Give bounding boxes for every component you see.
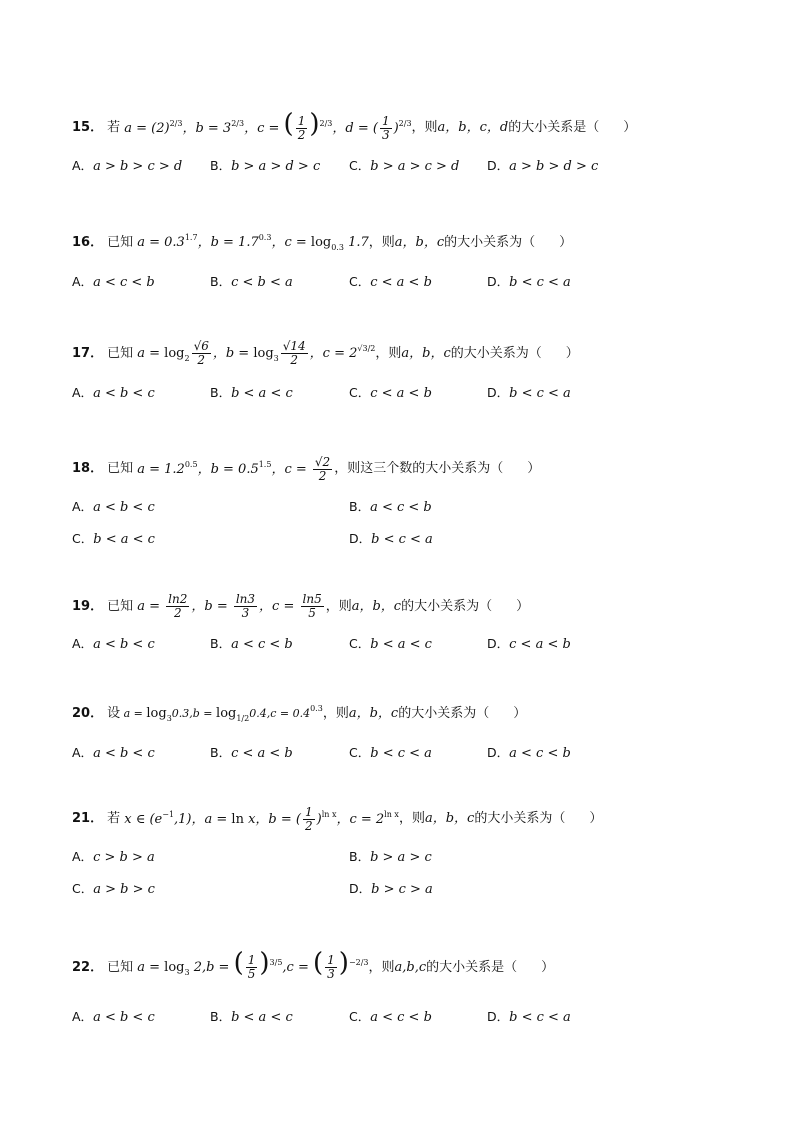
question-21 (72, 805, 732, 899)
question-19 (72, 593, 732, 654)
formula: x ∈ $(e^{-1},1)$，a = ln x，b = ( $\frac{1}{2}$ )$^{ln x}$，$c = 2^{ln x}$ (120, 805, 399, 833)
option-c[interactable]: C．b > a > c > d (349, 158, 460, 174)
options-row (72, 529, 732, 549)
options-row (72, 634, 732, 654)
option-b[interactable]: B．a < c < b (210, 636, 293, 652)
question-stem: 16． 已知 $a = 0.3^{1.7}$，$b = 1.7^{0.3}$，$c = \log_{0.3} 1.7$ ，则 a，b，c 的大小关系为（ ） (72, 228, 732, 258)
option-d[interactable]: D．b > c > a (349, 881, 433, 897)
option-c[interactable]: C．c < a < b (349, 274, 432, 290)
option-b[interactable]: B．b > a > c (349, 849, 432, 865)
options-row (72, 743, 732, 763)
option-c[interactable]: C．b < a < c (72, 531, 155, 547)
option-d[interactable]: D．a > b > d > c (487, 158, 599, 174)
question-stem: 18． 已知 $a = 1.2^{0.5}$，$b = 0.5^{1.5}$，c = $\frac{√2}{2}$ ，则这三个数的大小关系为（ ） (72, 455, 541, 483)
option-a[interactable]: A．a < b < c (72, 636, 155, 652)
option-a[interactable]: A．a < b < c (72, 1009, 155, 1025)
question-number: 20． (72, 706, 104, 721)
question-number: 22． (72, 960, 104, 975)
question-number: 17． (72, 346, 104, 361)
question-20 (72, 699, 732, 763)
option-d[interactable]: D．a < c < b (487, 745, 571, 761)
option-b[interactable]: B．c < b < a (210, 274, 293, 290)
question-number: 21． (72, 811, 104, 826)
question-stem: 17． 已知 $a = \log_2$ $\frac{√6}{2}$ ，$b = \log_3$ $\frac{√14}{2}$ ，$c = 2^{√3/2}$ ，则 a，b，c 的大小关系为（ ） (72, 339, 579, 367)
options-row (72, 1007, 732, 1027)
formula: a = $\frac{\ln 2}{2}$ ，b = $\frac{\ln 3}{3}$ ，c = $\frac{\ln 5}{5}$ (133, 592, 322, 620)
question-number: 18． (72, 461, 104, 476)
formula: $a = \log_2$ $\frac{√6}{2}$ ，$b = \log_3$ $\frac{√14}{2}$ ，$c = 2^{√3/2}$ (133, 339, 376, 367)
formula: $a = (2)^{2/3}$，$b = 3^{2/3}$，c = ( $\frac{1}{2}$ )$^{2/3}$，d = ( $\frac{1}{3}$ )$^{2/3}$ (120, 109, 412, 142)
options-row (72, 497, 732, 517)
option-a[interactable]: A．a < b < c (72, 745, 155, 761)
question-stem: 22． 已知 $a = \log_3 2,b$ = ( $\frac{1}{5}$ )$^{3/5}$,c = ( $\frac{1}{3}$ )$^{-2/3}$ ，则 a,b,c 的大小关系是（ ） (72, 948, 555, 981)
option-d[interactable]: D．b < c < a (487, 385, 571, 401)
option-b[interactable]: B．b < a < c (210, 385, 293, 401)
options-row (72, 156, 732, 176)
question-15 (72, 109, 732, 176)
question-18 (72, 455, 732, 549)
question-17 (72, 339, 732, 403)
option-b[interactable]: B．b > a > d > c (210, 158, 321, 174)
question-stem: 15． 若 $a = (2)^{2/3}$，$b = 3^{2/3}$，c = ( $\frac{1}{2}$ )$^{2/3}$，d = ( $\frac{1}{3}$ )$^{2/3}$ ，则 a，b，c，d 的大小关系是（ ） (72, 109, 637, 142)
option-c[interactable]: C．a < c < b (349, 1009, 432, 1025)
question-16 (72, 228, 732, 292)
formula: $a = 1.2^{0.5}$，$b = 0.5^{1.5}$，c = $\frac{√2}{2}$ (133, 455, 331, 483)
question-number: 19． (72, 598, 104, 614)
option-a[interactable]: A．a > b > c > d (72, 158, 183, 174)
question-22 (72, 948, 732, 1027)
option-c[interactable]: C．b < c < a (349, 745, 432, 761)
option-d[interactable]: D．b < c < a (487, 1009, 571, 1025)
question-stem: 19． 已知 a = $\frac{\ln 2}{2}$ ，b = $\frac{\ln 3}{3}$ ，c = $\frac{\ln 5}{5}$ ，则 a，b，c 的大小关系为（ ） (72, 592, 530, 620)
options-row (72, 272, 732, 292)
option-b[interactable]: B．b < a < c (210, 1009, 293, 1025)
option-a[interactable]: A．a < b < c (72, 385, 155, 401)
option-a[interactable]: A．a < b < c (72, 499, 155, 515)
options-row (72, 879, 732, 899)
formula: $a = \log_3 2,b$ = ( $\frac{1}{5}$ )$^{3/5}$,c = ( $\frac{1}{3}$ )$^{-2/3}$ (133, 948, 369, 981)
question-stem: 20． 设 $a = \log_30.3,b = \log_{1/2}0.4,c = 0.4^{0.3}$ ，则 a，b，c 的大小关系为（ ） (72, 699, 732, 729)
question-number: 15． (72, 120, 104, 135)
option-d[interactable]: D．b < c < a (487, 274, 571, 290)
option-d[interactable]: D．b < c < a (349, 531, 433, 547)
option-b[interactable]: B．c < a < b (210, 745, 293, 761)
formula: $a = 0.3^{1.7}$，$b = 1.7^{0.3}$，$c = \log_{0.3} 1.7$ (133, 233, 369, 252)
question-number: 16． (72, 235, 104, 250)
option-a[interactable]: A．c > b > a (72, 849, 155, 865)
option-c[interactable]: C．b < a < c (349, 636, 432, 652)
options-row (72, 383, 732, 403)
formula: $a = \log_30.3,b = \log_{1/2}0.4,c = 0.4^{0.3}$ (120, 704, 323, 723)
question-stem: 21． 若 x ∈ $(e^{-1},1)$，a = ln x，b = ( $\frac{1}{2}$ )$^{ln x}$，$c = 2^{ln x}$ ，则 a，b，c 的大小关系为（ ） (72, 805, 603, 833)
options-row (72, 847, 732, 867)
option-a[interactable]: A．a < c < b (72, 274, 155, 290)
option-c[interactable]: C．a > b > c (72, 881, 155, 897)
option-c[interactable]: C．c < a < b (349, 385, 432, 401)
option-b[interactable]: B．a < c < b (349, 499, 432, 515)
option-d[interactable]: D．c < a < b (487, 636, 571, 652)
